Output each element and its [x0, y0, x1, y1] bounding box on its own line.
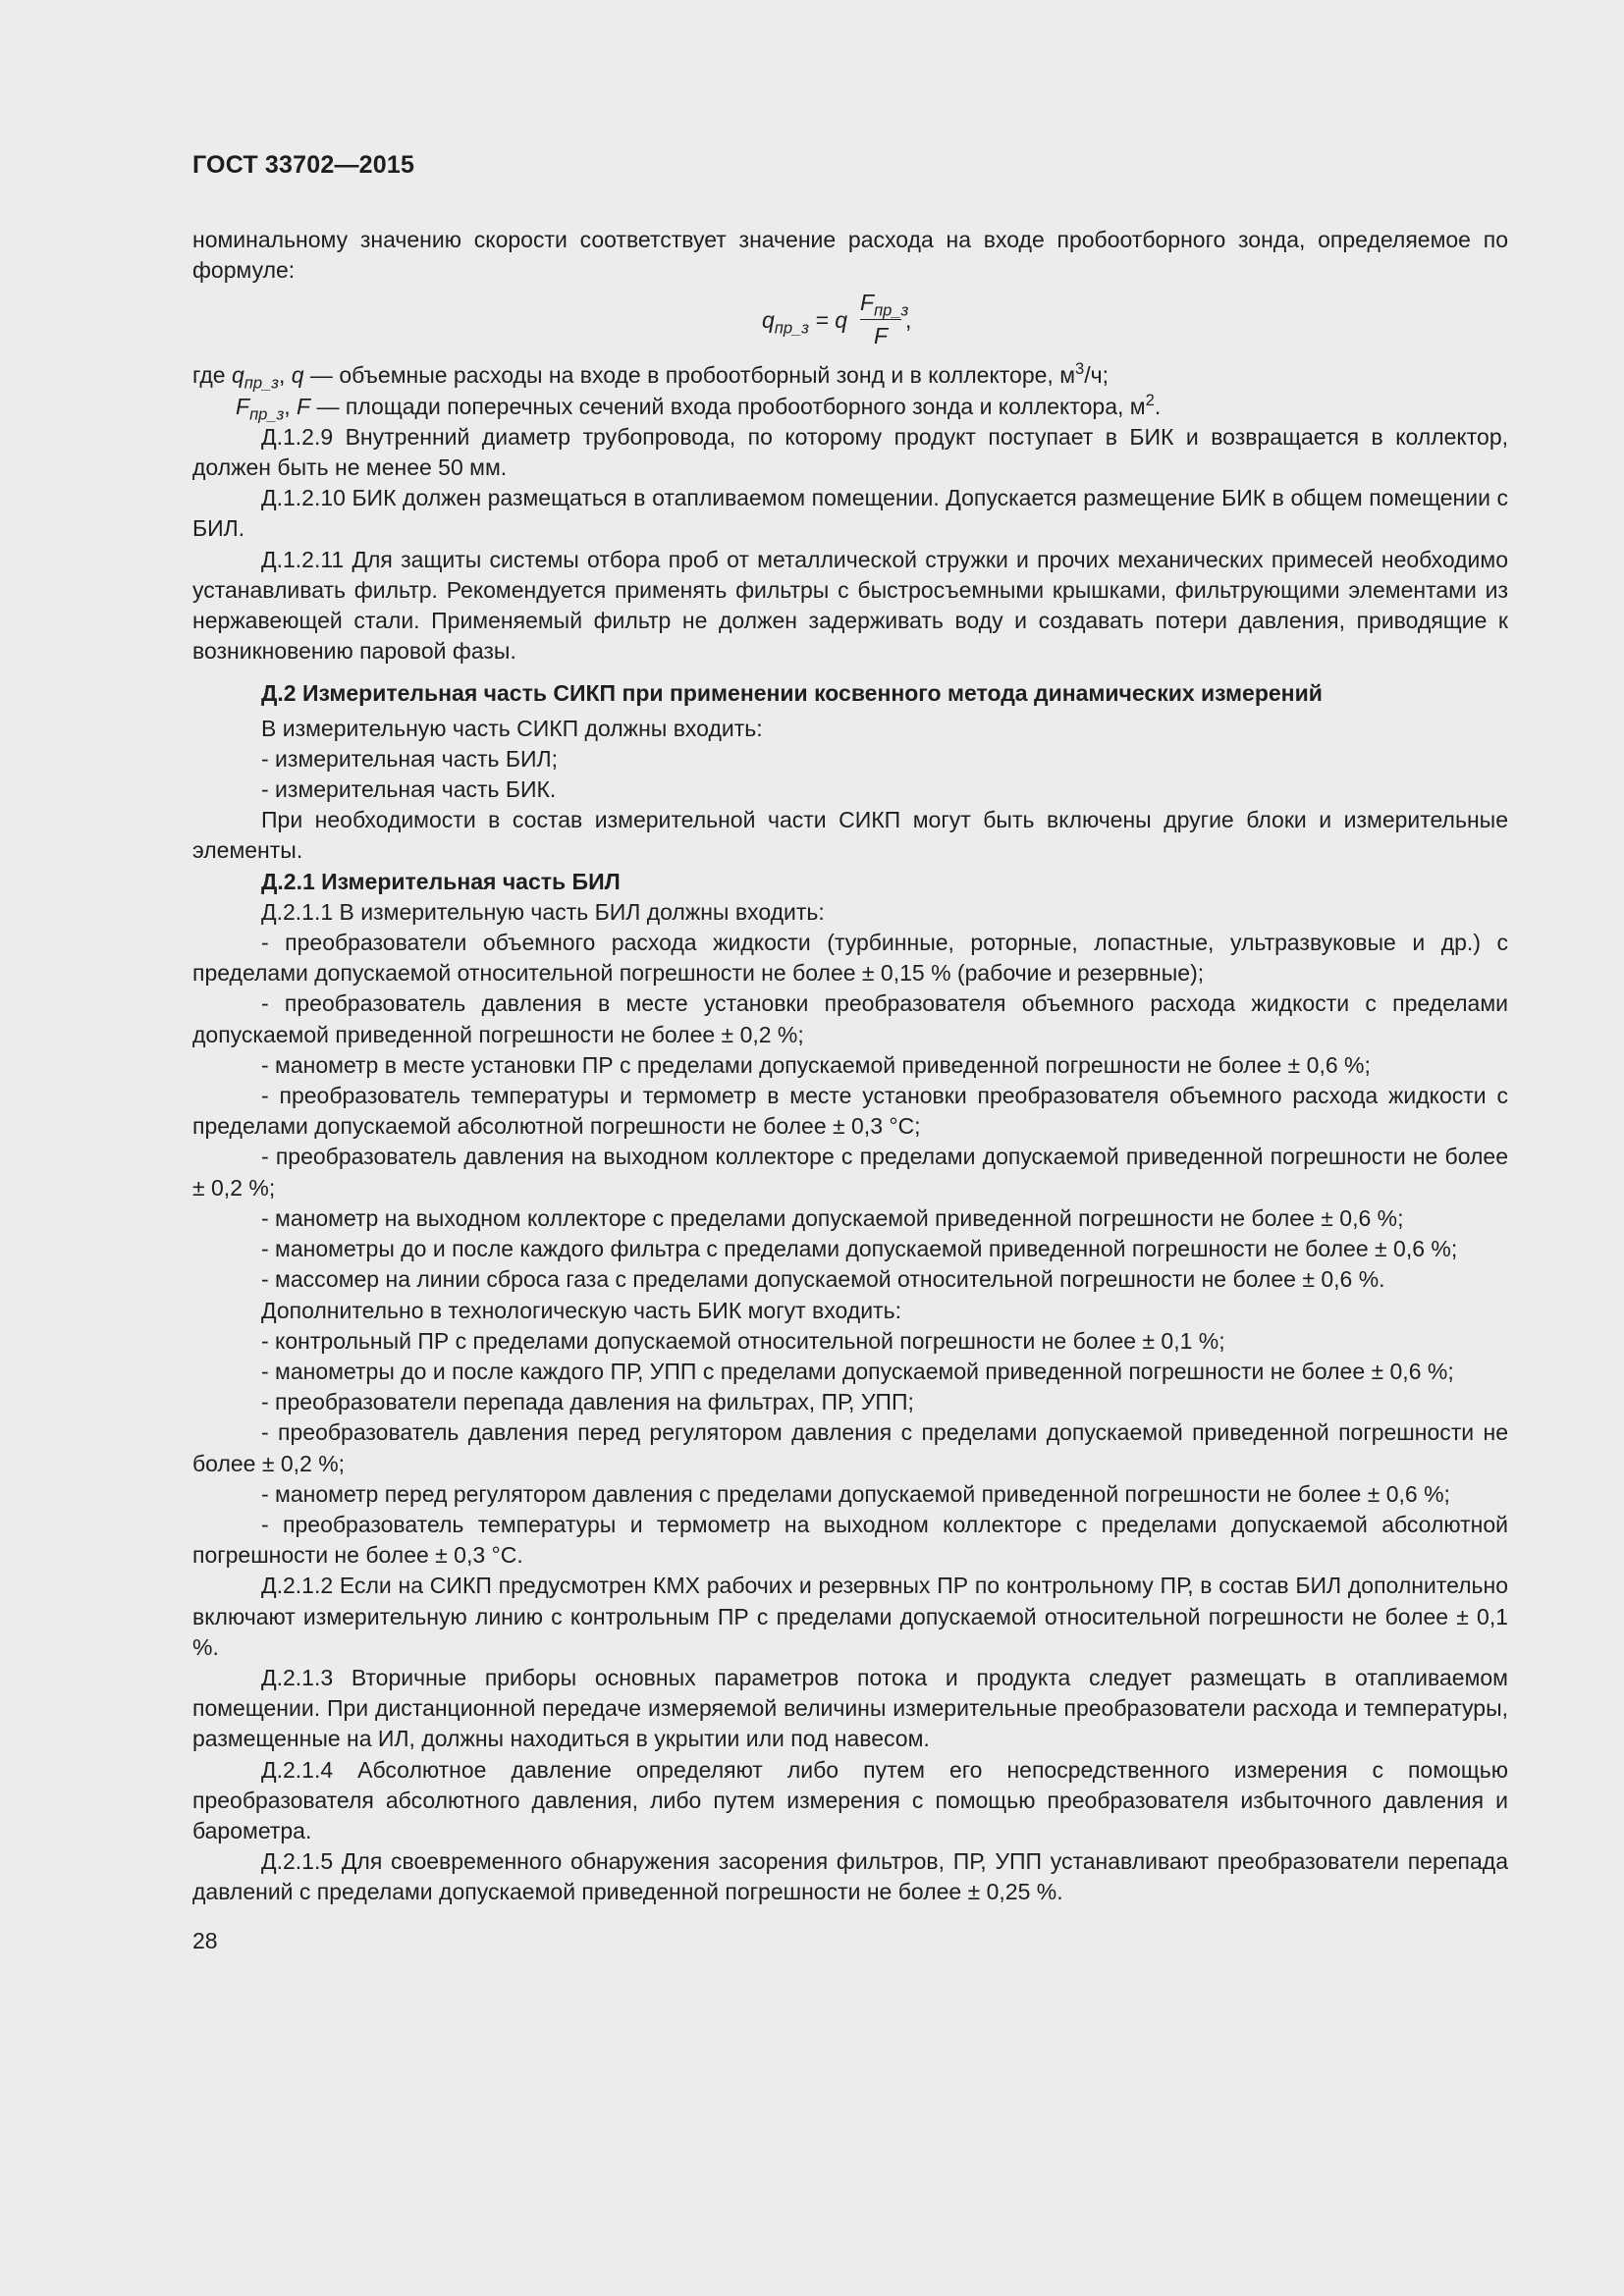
page-number: 28 — [192, 1927, 218, 1953]
list-item: - преобразователь температуры и термометр в месте установки преобразователя объемного расхода жидкости с пределами допускаемой абсолютной погрешности не более ± 0,3 °С; — [192, 1083, 1508, 1140]
d2-line-4: При необходимости в состав измерительной части СИКП могут быть включены другие блоки и измерительные элементы. — [192, 807, 1508, 864]
list-item: - преобразователь давления в месте установки преобразователя объемного расхода жидкости с пределами допускаемой приведенной погрешности не более ± 0,2 %; — [192, 990, 1508, 1047]
list-item: - контрольный ПР с пределами допускаемой относительной погрешности не более ± 0,1 %; — [261, 1327, 1225, 1354]
flow-formula — [192, 286, 1508, 360]
additional-intro: Дополнительно в технологическую часть БИК могут входить: — [261, 1297, 901, 1323]
formula-denominator: F — [873, 323, 889, 349]
formula-sub: пр_з — [774, 318, 809, 338]
document-header: ГОСТ 33702—2015 — [192, 151, 415, 179]
list-item: - манометр на выходном коллекторе с пределами допускаемой приведенной погрешности не более ± 0,6 %; — [261, 1204, 1404, 1231]
formula-comma: , — [905, 307, 912, 334]
where-line-2: $F_{пр\_з}$, F — площади поперечных сечений входа пробоотборного зонда и коллектора, $м^2$. — [236, 390, 1162, 423]
list-item: - преобразователь температуры и термометр на выходном коллекторе с пределами допускаемой абсолютной погрешности не более ± 0,3 °С. — [192, 1511, 1508, 1569]
list-item: - манометр в месте установки ПР с пределами допускаемой приведенной погрешности не более ± 0,6 %; — [261, 1051, 1371, 1078]
document-page — [192, 147, 1508, 1956]
list-item: - массомер на линии сброса газа с пределами допускаемой относительной погрешности не более ± 0,6 %. — [261, 1266, 1385, 1293]
d2-line-3: - измерительная часть БИК. — [261, 776, 557, 803]
d2-line-1: В измерительную часть СИКП должны входить: — [261, 715, 763, 741]
list-item: - преобразователи объемного расхода жидкости (турбинные, роторные, лопастные, ультразвуковые и др.) с пределами допускаемой относительной погрешности не более ± 0,15 % (рабочие и резервные); — [192, 930, 1508, 987]
section-title-d21: Д.2.1 Измерительная часть БИЛ — [261, 868, 621, 894]
intro-paragraph: номинальному значению скорости соответствует значение расхода на входе пробоотборного зонда, определяемое по формуле: — [192, 227, 1508, 284]
clause-d1210: Д.1.2.10 БИК должен размещаться в отапливаемом помещении. Допускается размещение БИК в общем помещении с БИЛ. — [192, 485, 1508, 542]
where-line-1: где $q_{пр\_з}$, q — объемные расходы на входе в пробоотборный зонд и в коллекторе, $м^3/ч$; — [192, 359, 1109, 393]
clause-d215: Д.2.1.5 Для своевременного обнаружения засорения фильтров, ПР, УПП устанавливают преобразователи перепада давлений с пределами допускаемой приведенной погрешности не более ± 0,25 %. — [192, 1848, 1508, 1905]
clause-d213: Д.2.1.3 Вторичные приборы основных параметров потока и продукта следует размещать в отапливаемом помещении. При дистанционной передаче измеряемой величины измерительные преобразователи расхода и температуры, размещенные на ИЛ, должны находиться в укрытии или под навесом. — [192, 1664, 1508, 1752]
section-title-d2: Д.2 Измерительная часть СИКП при применении косвенного метода динамических измерений — [261, 680, 1323, 707]
clause-d214: Д.2.1.4 Абсолютное давление определяют либо путем его непосредственного измерения с помощью преобразователя абсолютного давления, либо путем измерения с помощью преобразователя избыточного давления и барометра. — [192, 1756, 1508, 1843]
list-item: - преобразователи перепада давления на фильтрах, ПР, УПП; — [261, 1389, 914, 1415]
formula-num-sub: пр_з — [874, 300, 909, 320]
list-item: - преобразователь давления перед регулятором давления с пределами допускаемой приведенной погрешности не более ± 0,2 %; — [192, 1419, 1508, 1476]
formula-fraction — [860, 286, 909, 351]
clause-d211: Д.2.1.1 В измерительную часть БИЛ должны входить: — [261, 898, 825, 925]
list-item: - преобразователь давления на выходном коллекторе с пределами допускаемой приведенной погрешности не более ± 0,2 %; — [192, 1144, 1508, 1201]
formula-eq: = q — [809, 307, 848, 334]
list-item: - манометры до и после каждого ПР, УПП с пределами допускаемой приведенной погрешности не более ± 0,6 %; — [261, 1358, 1454, 1384]
formula-q: q — [762, 307, 775, 334]
clause-d212: Д.2.1.2 Если на СИКП предусмотрен КМХ рабочих и резервных ПР по контрольному ПР, в состав БИЛ дополнительно включают измерительную линию с контрольным ПР с пределами допускаемой относительной погрешности не более ± 0,1 %. — [192, 1573, 1508, 1660]
list-item: - манометр перед регулятором давления с пределами допускаемой приведенной погрешности не более ± 0,6 %; — [261, 1480, 1450, 1507]
d2-line-2: - измерительная часть БИЛ; — [261, 745, 559, 772]
list-item: - манометры до и после каждого фильтра с пределами допускаемой приведенной погрешности не более ± 0,6 %; — [261, 1236, 1458, 1262]
formula-num-f: F — [860, 290, 875, 316]
clause-d1211: Д.1.2.11 Для защиты системы отбора проб от металлической стружки и прочих механических примесей необходимо устанавливать фильтр. Рекомендуется применять фильтры с быстросъемными крышками, фильтрующими элементами из нержавеющей стали. Применяемый фильтр не должен задерживать воду и создавать потери давления, приводящие к возникновению паровой фазы. — [192, 546, 1508, 665]
clause-d129: Д.1.2.9 Внутренний диаметр трубопровода, по которому продукт поступает в БИК и возвращается в коллектор, должен быть не менее 50 мм. — [192, 423, 1508, 481]
